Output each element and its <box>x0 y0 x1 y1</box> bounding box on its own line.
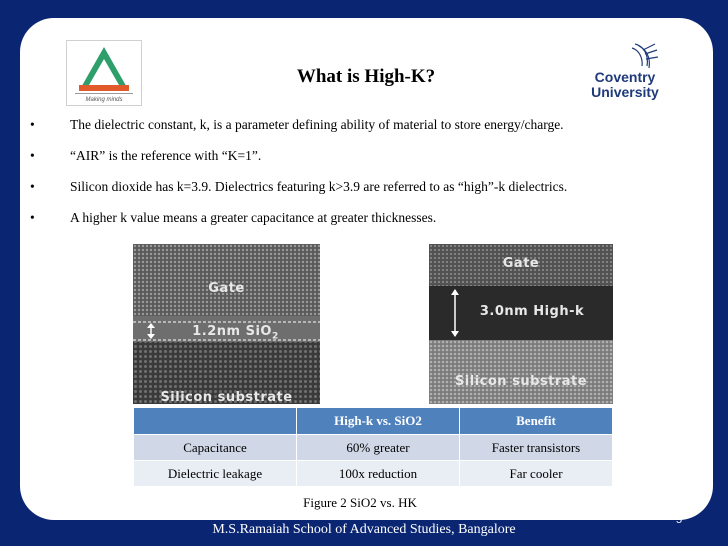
highk-substrate-label: Silicon substrate <box>454 374 588 389</box>
comparison-table <box>133 407 613 487</box>
table-row <box>134 461 613 487</box>
highk-micrograph <box>429 244 613 404</box>
table-cell: Faster transistors <box>460 435 613 461</box>
bullet-item <box>26 209 706 240</box>
msrsas-logo <box>66 40 142 106</box>
slide-canvas <box>20 18 713 520</box>
bullet-text: A higher k value means a greater capacitance at greater thicknesses. <box>70 210 437 225</box>
bullet-text: The dielectric constant, k, is a parameter defining ability of material to store energy/charge. <box>70 117 564 132</box>
table-cell: 100x reduction <box>297 461 460 487</box>
bullet-marker: • <box>30 179 35 194</box>
coventry-elephant-icon <box>585 40 665 108</box>
table-header-row <box>134 408 613 435</box>
triangle-logo-icon <box>67 41 141 105</box>
table-header-cell: High-k vs. SiO2 <box>297 408 460 435</box>
logo-tagline: Making minds <box>85 97 123 103</box>
slide-title: What is High-K? <box>296 66 436 87</box>
sio2-thickness-label <box>133 324 320 342</box>
page-number: 5 <box>676 514 683 526</box>
footer-institution: M.S.Ramaiah School of Advanced Studies, Bangalore <box>212 522 516 537</box>
sio2-gate-label: Gate <box>208 281 245 296</box>
coventry-university-logo <box>585 40 665 108</box>
bullet-marker: • <box>30 210 35 225</box>
bullet-text: “AIR” is the reference with “K=1”. <box>70 148 262 163</box>
table-cell: Dielectric leakage <box>134 461 297 487</box>
table-header-cell <box>134 408 297 435</box>
highk-gate-label: Gate <box>502 256 540 271</box>
bullet-item <box>26 147 706 178</box>
table-cell: Capacitance <box>134 435 297 461</box>
sio2-substrate-label: Silicon substrate <box>160 390 293 404</box>
bullet-item <box>26 178 706 209</box>
bullet-marker: • <box>30 117 35 132</box>
coventry-word: Coventry <box>594 69 656 85</box>
sio2-thickness-text: 1.2nm SiO <box>192 324 272 339</box>
bullet-list <box>26 116 706 240</box>
sio2-micrograph <box>133 244 320 404</box>
bullet-marker: • <box>30 148 35 163</box>
table-cell: 60% greater <box>297 435 460 461</box>
bullet-text: Silicon dioxide has k=3.9. Dielectrics featuring k>3.9 are referred to as “high”-k dielectrics. <box>70 179 568 194</box>
figure-caption: Figure 2 SiO2 vs. HK <box>303 495 417 510</box>
bullet-item <box>26 116 706 147</box>
table-header-cell: Benefit <box>460 408 613 435</box>
sio2-subscript: 2 <box>271 331 279 342</box>
table-cell: Far cooler <box>460 461 613 487</box>
university-word: University <box>591 84 659 100</box>
table-row <box>134 435 613 461</box>
highk-thickness-label: 3.0nm High-k <box>479 304 585 319</box>
